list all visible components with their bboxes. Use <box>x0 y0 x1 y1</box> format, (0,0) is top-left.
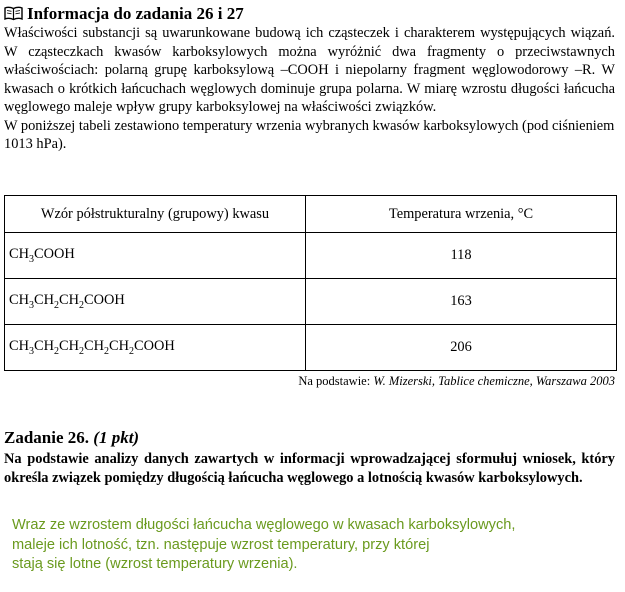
temperature-cell: 163 <box>306 279 617 325</box>
table-row <box>5 233 617 279</box>
source-prefix: Na podstawie: <box>298 374 374 388</box>
column-header-formula: Wzór półstrukturalny (grupowy) kwasu <box>5 196 306 233</box>
table-row <box>5 325 617 371</box>
formula-cell: $CH_3CH_2CH_2COOH$ <box>5 279 306 325</box>
info-paragraph-2: W poniższej tabeli zestawiono temperatury wrzenia wybranych kwasów karboksylowych (pod ciśnieniem 1013 hPa). <box>4 117 615 152</box>
source-citation: W. Mizerski, Tablice chemiczne, Warszawa 2003 <box>373 374 615 388</box>
info-title: Informacja do zadania 26 i 27 <box>27 4 244 23</box>
answer-line: maleje ich lotność, tzn. następuje wzrost temperatury, przy której <box>12 536 430 553</box>
answer-line: stają się lotne (wzrost temperatury wrzenia). <box>12 556 298 572</box>
task-title: Zadanie 26. <box>4 428 90 447</box>
info-header <box>4 4 614 24</box>
task-heading <box>4 428 139 448</box>
info-paragraph-1: Właściwości substancji są uwarunkowane budową ich cząsteczek i charakterem występujących wiązań. W cząsteczkach kwasów karboksylowych można wyróżnić dwa fragmenty o przeciwstawnych właściwościach: polarną grupę karboksylową –COOH i niepolarny fragment węglowodorowy –R. W kwasach o krótkich łańcuchach węglowych dominuje grupa polarna. W miarę wzrostu długości łańcucha węglowego maleje wpływ grupy karboksylowej na właściwości związków. <box>4 25 615 115</box>
boiling-point-table <box>4 195 617 371</box>
formula-cell: $CH_3CH_2CH_2CH_2CH_2COOH$ <box>5 325 306 371</box>
formula-cell: $CH_3COOH$ <box>5 233 306 279</box>
table-row <box>5 279 617 325</box>
open-book-icon <box>4 6 23 21</box>
task-instruction: Na podstawie analizy danych zawartych w informacji wprowadzającej sformułuj wniosek, który określa związek pomiędzy długością łańcucha węglowego a lotnością kwasów karboksylowych. <box>4 451 615 486</box>
answer-text <box>12 516 612 575</box>
info-text <box>4 24 615 154</box>
source-note <box>298 374 615 389</box>
temperature-cell: 118 <box>306 233 617 279</box>
temperature-cell: 206 <box>306 325 617 371</box>
column-header-temperature: Temperatura wrzenia, °C <box>306 196 617 233</box>
task-points: (1 pkt) <box>93 428 140 447</box>
table-header-row <box>5 196 617 233</box>
answer-line: Wraz ze wzrostem długości łańcucha węglowego w kwasach karboksylowych, <box>12 517 516 533</box>
